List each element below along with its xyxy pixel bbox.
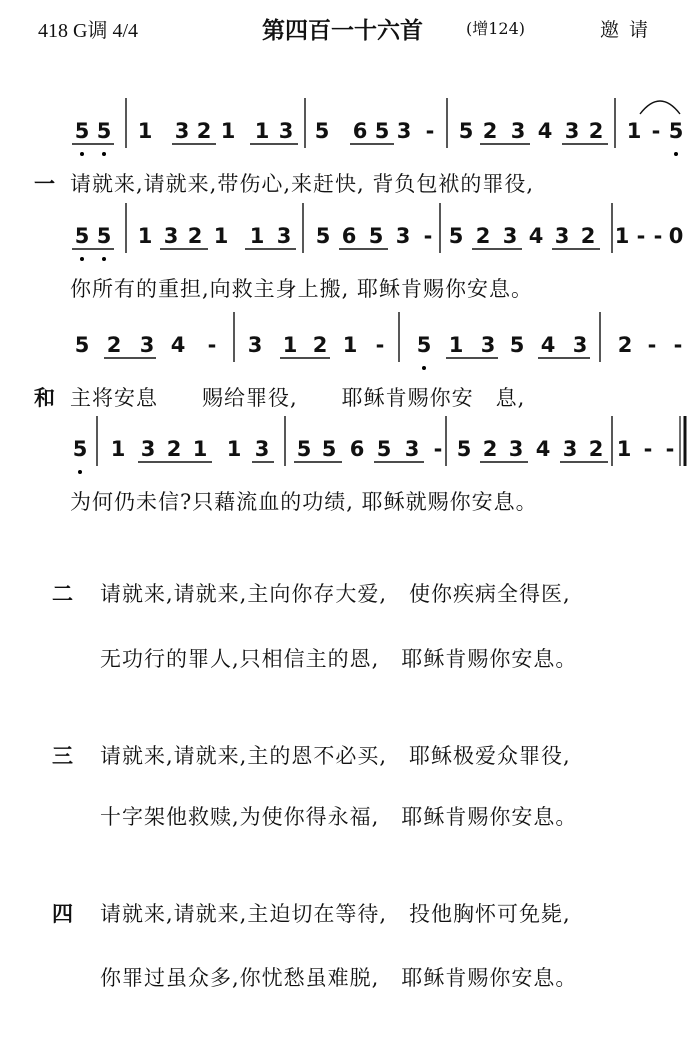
note: - (673, 333, 683, 357)
note: 5 (368, 224, 384, 248)
note: 3 (247, 333, 263, 357)
stanza1-lyric-line1: 请就来,请就来,带伤心,来赶快, 背负包袱的罪役, (70, 172, 535, 196)
note: 5 (96, 119, 112, 143)
note: 2 (588, 437, 604, 461)
note: - (375, 333, 385, 357)
note: 6 (352, 119, 368, 143)
note: 2 (196, 119, 212, 143)
note: - (636, 224, 646, 248)
note: 2 (580, 224, 596, 248)
low-octave-dot (80, 257, 84, 261)
note: - (207, 333, 217, 357)
note: 5 (74, 119, 90, 143)
note: 5 (668, 119, 684, 143)
stanza1-lyric-line2: 你所有的重担,向救主身上搬, 耶稣肯赐你安息。 (70, 277, 534, 301)
note: 3 (174, 119, 190, 143)
key-meter: G调 4/4 (73, 20, 138, 42)
note: 2 (617, 333, 633, 357)
stanza-label-1: 一 (34, 171, 55, 196)
note: - (647, 333, 657, 357)
hymn-subtitle: (增124) (466, 19, 526, 38)
note: 3 (140, 437, 156, 461)
note: 2 (106, 333, 122, 357)
chorus-lyric-line1: 主将安息 赐给罪役, 耶稣肯赐你安 息, (70, 386, 526, 410)
note: 3 (163, 224, 179, 248)
note: 1 (192, 437, 208, 461)
note: 2 (187, 224, 203, 248)
note: 5 (314, 119, 330, 143)
note: 5 (456, 437, 472, 461)
note: - (651, 119, 661, 143)
note: 5 (72, 437, 88, 461)
note: 5 (448, 224, 464, 248)
note: 3 (139, 333, 155, 357)
note: 5 (296, 437, 312, 461)
note: 1 (616, 437, 632, 461)
note: 4 (528, 224, 544, 248)
note: 1 (110, 437, 126, 461)
note: 1 (249, 224, 265, 248)
note: - (665, 437, 675, 461)
note: 3 (254, 437, 270, 461)
verse4-line1: 请就来,请就来,主迫切在等待, 投他胸怀可免毙, (100, 902, 571, 926)
low-octave-dot (80, 152, 84, 156)
note: - (653, 224, 663, 248)
note: 3 (554, 224, 570, 248)
note: 4 (170, 333, 186, 357)
note: - (425, 119, 435, 143)
note: 3 (278, 119, 294, 143)
note: - (643, 437, 653, 461)
note: 1 (342, 333, 358, 357)
low-octave-dot (422, 366, 426, 370)
hymn-category: 邀请 (600, 19, 659, 41)
note: 3 (510, 119, 526, 143)
chorus-label: 和 (34, 385, 55, 410)
note: 2 (482, 119, 498, 143)
note: 5 (74, 333, 90, 357)
low-octave-dot (674, 152, 678, 156)
note: 5 (458, 119, 474, 143)
note: 6 (341, 224, 357, 248)
low-octave-dot (102, 257, 106, 261)
note: 4 (535, 437, 551, 461)
note: 1 (626, 119, 642, 143)
note: 3 (396, 119, 412, 143)
note: 4 (540, 333, 556, 357)
verse4-line2: 你罪过虽众多,你忧愁虽难脱, 耶稣肯赐你安息。 (100, 966, 578, 990)
note: 3 (508, 437, 524, 461)
note: 6 (349, 437, 365, 461)
note: 1 (137, 119, 153, 143)
note: 1 (614, 224, 630, 248)
note: 3 (502, 224, 518, 248)
note: 1 (213, 224, 229, 248)
note: 4 (537, 119, 553, 143)
low-octave-dot (78, 470, 82, 474)
note: 3 (395, 224, 411, 248)
note: 3 (480, 333, 496, 357)
hymn-title: 第四百一十六首 (262, 17, 423, 44)
note: 5 (374, 119, 390, 143)
verse3-line2: 十字架他救赎,为使你得永福, 耶稣肯赐你安息。 (100, 805, 578, 829)
note: 1 (282, 333, 298, 357)
hymn-number: 418 (38, 20, 68, 42)
note: - (433, 437, 443, 461)
note: 0 (668, 224, 684, 248)
slur-arc (640, 101, 680, 114)
low-octave-dot (102, 152, 106, 156)
verse3-line1: 请就来,请就来,主的恩不必买, 耶稣极爱众罪役, (100, 744, 571, 768)
note: 3 (562, 437, 578, 461)
note: 2 (482, 437, 498, 461)
note: 3 (564, 119, 580, 143)
note: 5 (315, 224, 331, 248)
note: 2 (475, 224, 491, 248)
note: 3 (276, 224, 292, 248)
note: - (423, 224, 433, 248)
note: 5 (416, 333, 432, 357)
note: 1 (226, 437, 242, 461)
note: 5 (321, 437, 337, 461)
note: 1 (448, 333, 464, 357)
note: 5 (96, 224, 112, 248)
note: 2 (166, 437, 182, 461)
verse2-line2: 无功行的罪人,只相信主的恩, 耶稣肯赐你安息。 (100, 647, 578, 671)
note: 3 (404, 437, 420, 461)
verse-label-3: 三 (52, 743, 73, 768)
note: 5 (509, 333, 525, 357)
verse-label-4: 四 (52, 901, 73, 926)
note: 2 (588, 119, 604, 143)
note: 1 (220, 119, 236, 143)
note: 1 (137, 224, 153, 248)
note: 2 (312, 333, 328, 357)
chorus-lyric-line2: 为何仍未信?只藉流血的功绩, 耶稣就赐你安息。 (70, 490, 538, 514)
verse-label-2: 二 (52, 581, 73, 606)
note: 3 (572, 333, 588, 357)
note: 5 (74, 224, 90, 248)
note: 5 (376, 437, 392, 461)
verse2-line1: 请就来,请就来,主向你存大爱, 使你疾病全得医, (100, 582, 571, 606)
note: 1 (254, 119, 270, 143)
